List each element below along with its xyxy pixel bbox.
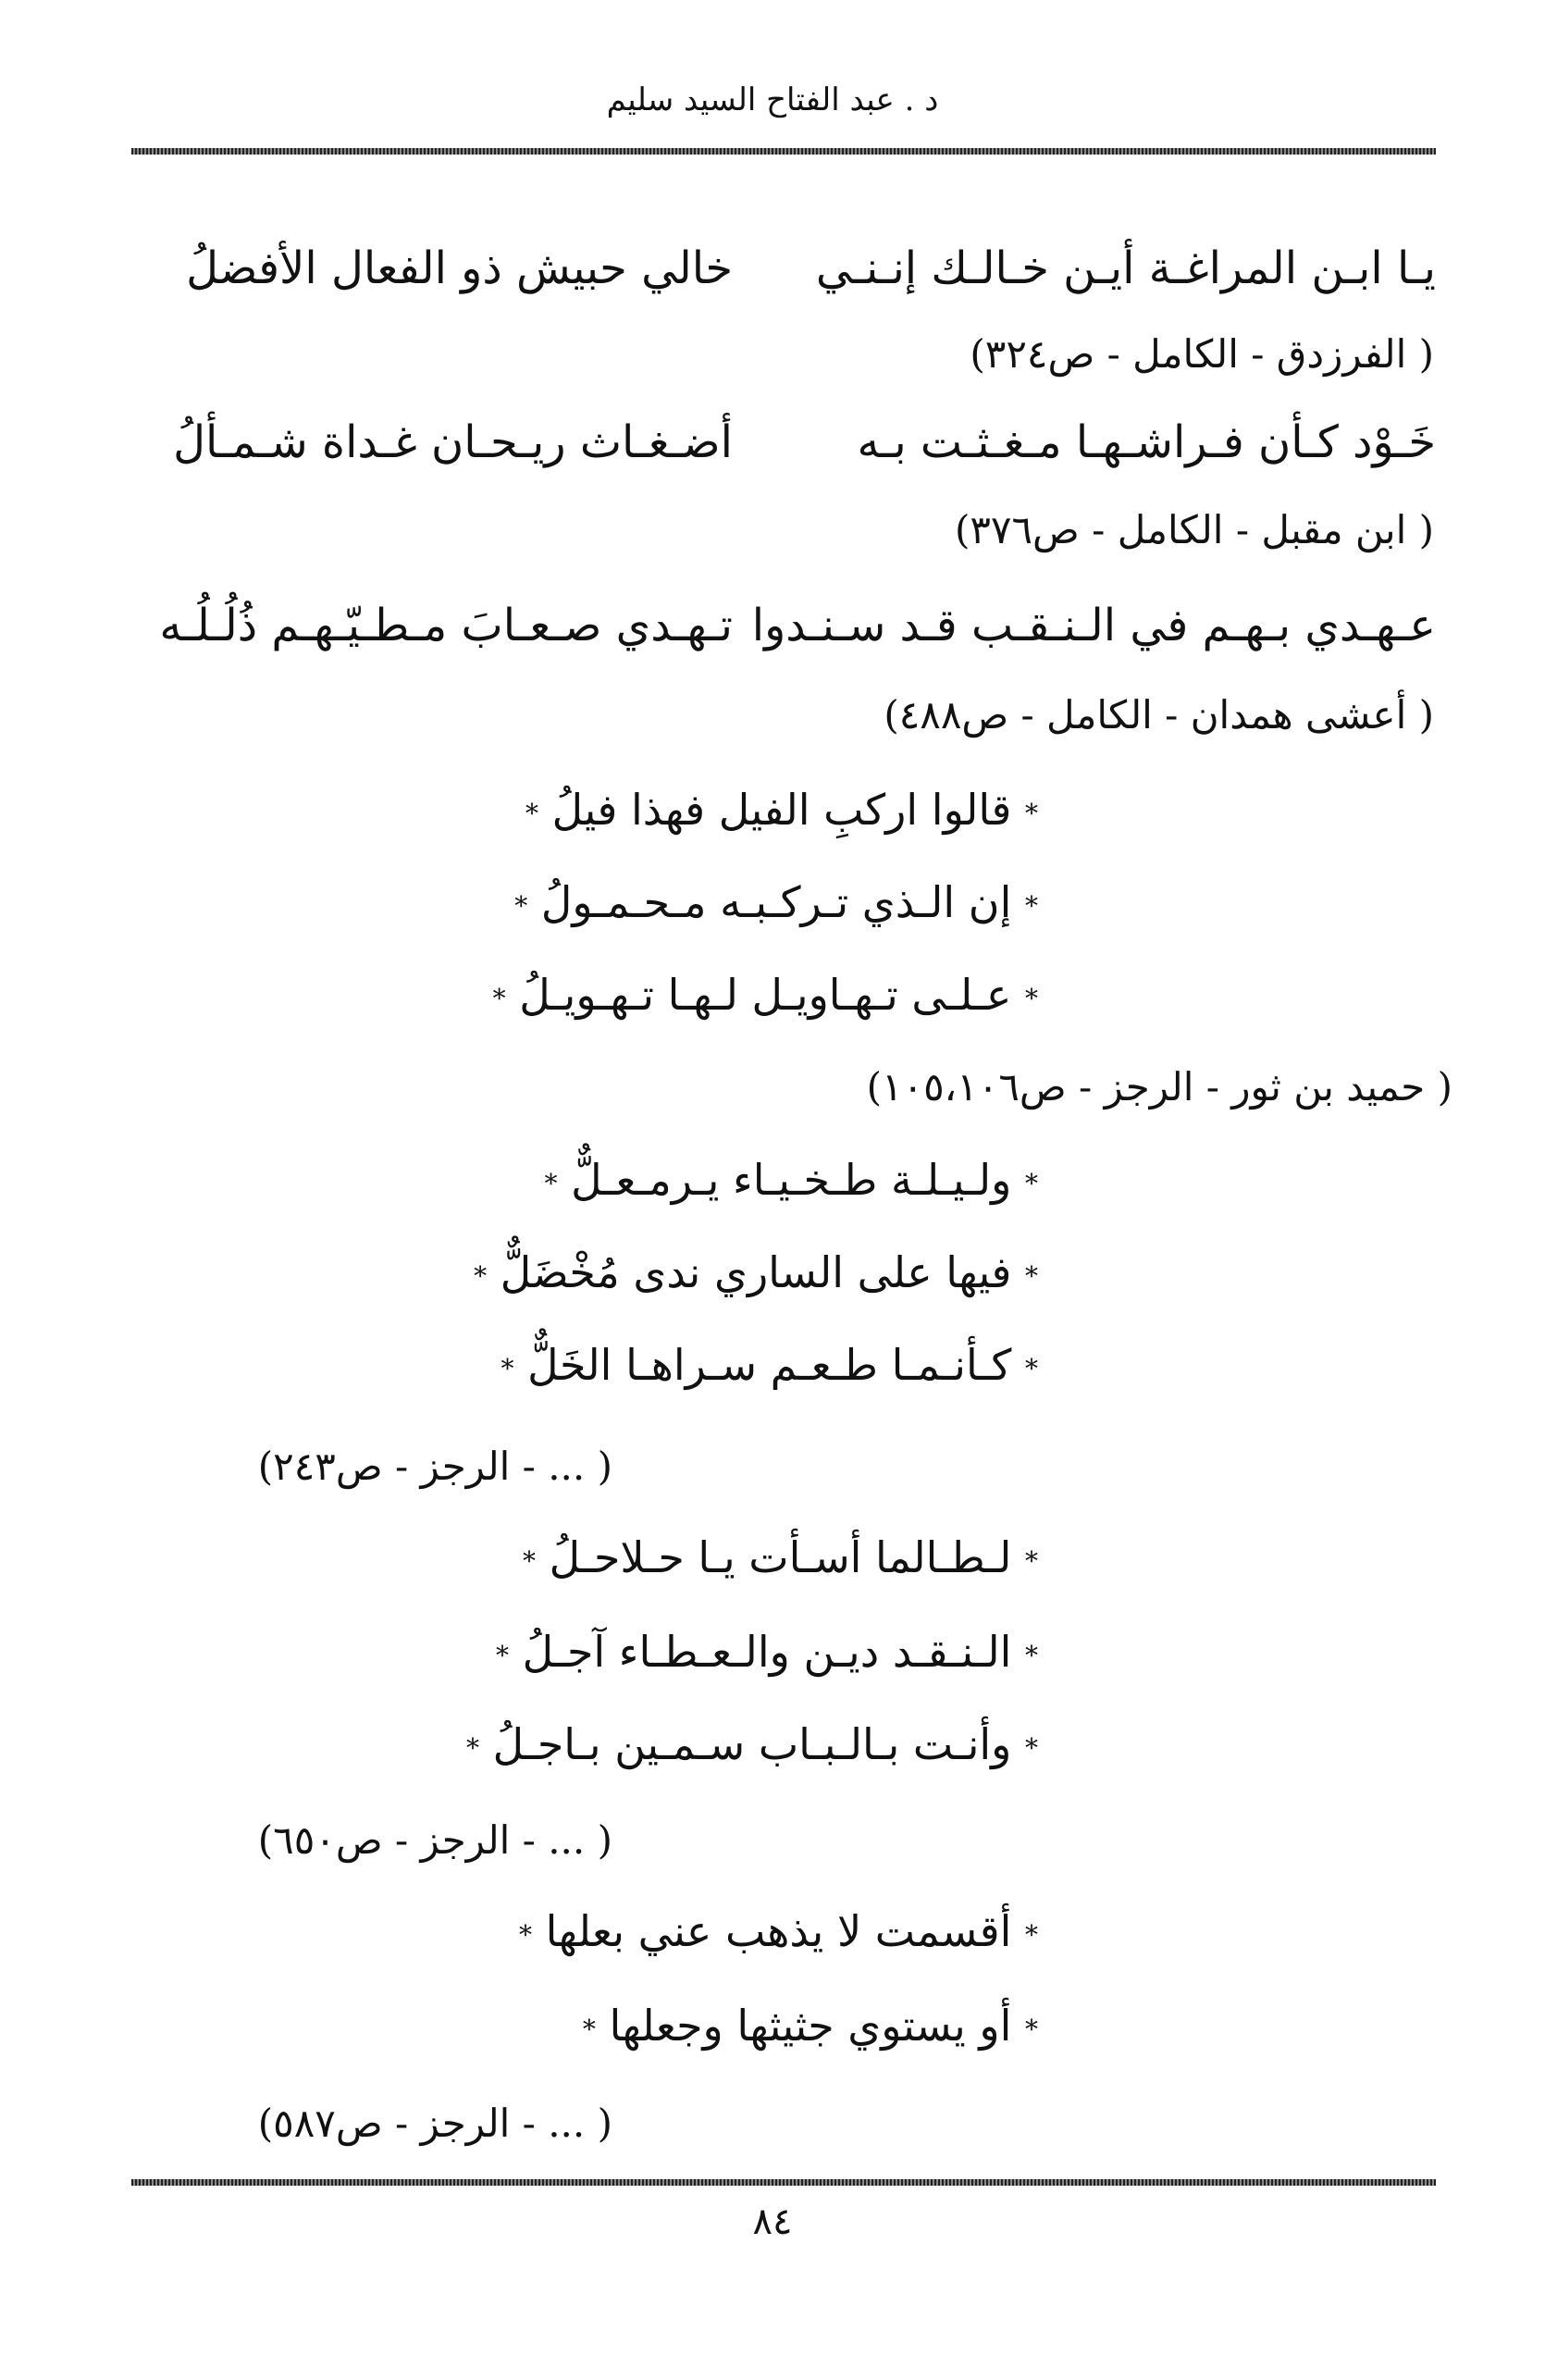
rajaz-3-line-3 <box>466 1719 1038 1769</box>
rajaz-1-line-3 <box>493 970 1038 1020</box>
star-marker: * <box>544 1168 558 1199</box>
rajaz-3-line-1-text: لـطـالما أسـأت يـا حـلاحـلُ <box>549 1532 1012 1582</box>
star-marker: * <box>525 798 539 829</box>
rajaz-4-line-2-text: أو يستوي جثيثها وجعلها <box>609 2001 1012 2051</box>
rajaz-3-line-3-text: وأنـت بـالـبـاب سـمـين بـاجـلُ <box>492 1719 1012 1769</box>
star-marker: * <box>1025 2014 1038 2045</box>
rajaz-2-line-1 <box>545 1155 1038 1205</box>
verse-2-first-hemistich: خَـوْد كـأن فـراشـهـا مـغـثـت بـه <box>857 416 1436 468</box>
page-number: ٨٤ <box>752 2200 793 2243</box>
verse-2 <box>131 416 1436 490</box>
verse-3-second-hemistich: تـهـدي صـعـابَ مـطـيّـهـم ذُلُـلُـه <box>159 600 733 651</box>
verse-3-first-hemistich: عـهـدي بـهـم في الـنـقـب قـد سـنـدوا <box>751 600 1436 651</box>
star-marker: * <box>1025 983 1038 1014</box>
star-marker: * <box>1025 1732 1038 1764</box>
rajaz-1-citation: ( حميد بن ثور - الرجز - ص١٠٥،١٠٦) <box>866 1064 1452 1109</box>
star-marker: * <box>1025 1545 1038 1577</box>
rajaz-2-line-2-text: فيها على الساري ندى مُخْضَلٌّ <box>500 1247 1012 1297</box>
rajaz-1-line-2 <box>514 877 1038 927</box>
star-marker: * <box>518 1919 532 1951</box>
rajaz-2-line-3 <box>501 1340 1039 1390</box>
running-header: د . عبد الفتاح السيد سليم <box>606 81 939 118</box>
footer-rule <box>131 2179 1436 2186</box>
star-marker: * <box>1025 1168 1038 1199</box>
star-marker: * <box>582 2014 596 2045</box>
rajaz-1-line-3-text: عـلـى تـهـاويـل لـهـا تـهـويـلُ <box>519 970 1012 1020</box>
star-marker: * <box>501 1353 514 1384</box>
verse-1 <box>131 242 1436 316</box>
rajaz-1-line-1-text: قالوا اركبِ الفيل فهذا فيلُ <box>551 785 1012 835</box>
verse-1-citation: ( الفرزدق - الكامل - ص٣٢٤) <box>970 331 1434 377</box>
rajaz-1-line-2-text: إن الـذي تـركـبـه مـحـمـولُ <box>540 877 1012 927</box>
rajaz-1-line-1 <box>525 785 1038 835</box>
verse-3-citation: ( أعشى همدان - الكامل - ص٤٨٨) <box>884 692 1434 738</box>
verse-2-second-hemistich: أضـغـاث ريـحـان غـداة شـمـألُ <box>173 416 733 468</box>
rajaz-3-line-2 <box>496 1627 1038 1677</box>
star-marker: * <box>1025 1260 1038 1292</box>
rajaz-3-citation: ( ... - الرجز - ص٦٥٠) <box>257 1817 612 1863</box>
rajaz-4-citation: ( ... - الرجز - ص٥٨٧) <box>257 2101 612 2146</box>
rajaz-4-line-2 <box>583 2001 1038 2051</box>
verse-1-second-hemistich: خالي حبيش ذو الفعال الأفضلُ <box>186 242 733 294</box>
rajaz-2-line-3-text: كـأنـمـا طـعـم سـراهـا الخَلٌّ <box>527 1340 1012 1390</box>
verse-1-first-hemistich: يـا ابـن المراغـة أيـن خـالـك إنـنـي <box>815 242 1436 294</box>
rajaz-3-line-1 <box>523 1532 1038 1582</box>
star-marker: * <box>1025 798 1038 829</box>
verse-3 <box>131 600 1436 674</box>
star-marker: * <box>523 1545 537 1577</box>
star-marker: * <box>514 890 528 922</box>
header-rule <box>131 148 1436 155</box>
verse-2-citation: ( ابن مقبل - الكامل - ص٣٧٦) <box>954 507 1434 552</box>
star-marker: * <box>1025 890 1038 922</box>
rajaz-2-citation: ( ... - الرجز - ص٢٤٣) <box>257 1444 612 1489</box>
rajaz-4-line-1 <box>519 1906 1038 1956</box>
star-marker: * <box>1025 1353 1038 1384</box>
rajaz-2-line-1-text: ولـيـلـة طـخـيـاء يـرمـعـلٌّ <box>571 1155 1012 1205</box>
star-marker: * <box>1025 1640 1038 1671</box>
star-marker: * <box>1025 1919 1038 1951</box>
rajaz-4-line-1-text: أقسمت لا يذهب عني بعلها <box>545 1906 1012 1956</box>
star-marker: * <box>492 983 506 1014</box>
star-marker: * <box>496 1640 510 1671</box>
star-marker: * <box>474 1260 488 1292</box>
rajaz-2-line-2 <box>474 1247 1038 1297</box>
rajaz-3-line-2-text: الـنـقـد ديـن والـعـطـاء آجـلُ <box>522 1627 1012 1677</box>
star-marker: * <box>465 1732 479 1764</box>
